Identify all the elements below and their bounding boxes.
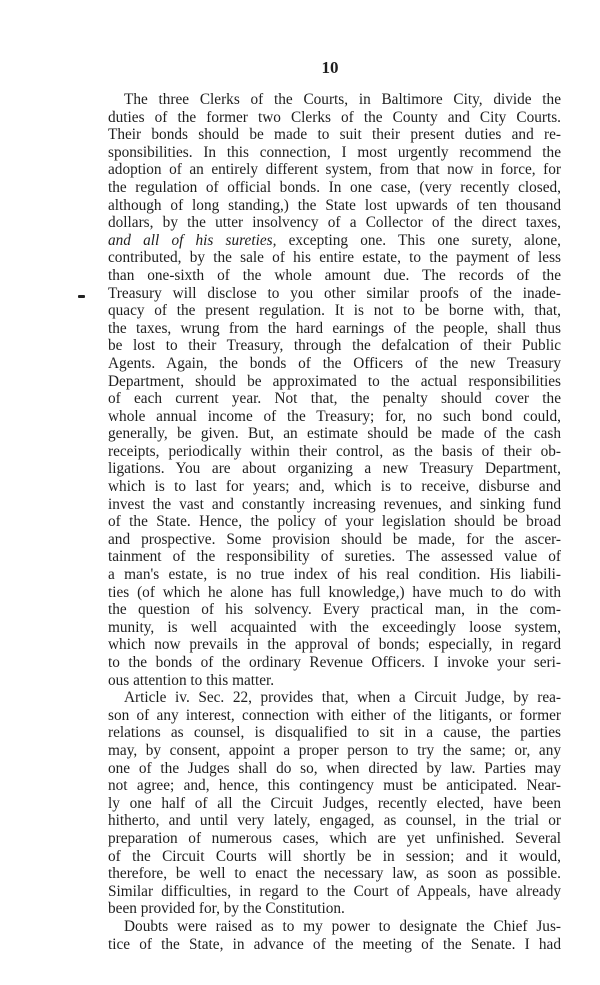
text-line: not agree; and, hence, this contingency must be anticipated. Near-: [108, 777, 561, 795]
paragraph: [108, 689, 561, 918]
text-line: tice of the State, in advance of the meeting of the Senate. I had: [108, 935, 561, 953]
text-line: whole annual income of the Treasury; for, no such bond could,: [108, 407, 561, 425]
text-line: of each current year. Not that, the penalty should cover the: [108, 390, 561, 408]
text-line: Article iv. Sec. 22, provides that, when a Circuit Judge, by rea-: [124, 689, 561, 707]
italic-text: and all of his sureties,: [108, 231, 277, 249]
text-line: quacy of the present regulation. It is not to be borne with, that,: [108, 302, 561, 320]
text-line: munity, is well acquainted with the exceedingly loose system,: [108, 618, 561, 636]
text-line: the taxes, wrung from the hard earnings of the people, shall thus: [108, 319, 561, 337]
text-line: of the Circuit Courts will shortly be in session; and it would,: [108, 847, 561, 865]
text-line: The three Clerks of the Courts, in Baltimore City, divide the: [124, 91, 561, 108]
text-line: therefore, be well to enact the necessary law, as soon as possible.: [108, 865, 561, 883]
text-line: of the State. Hence, the policy of your legislation should be broad: [108, 513, 561, 531]
text-line: which now prevails in the approval of bonds; especially, in regard: [108, 636, 561, 654]
text-line: dollars, by the utter insolvency of a Collector of the direct taxes,: [108, 214, 561, 232]
text-line: relations as counsel, is disqualified to sit in a cause, the parties: [108, 724, 561, 742]
text-line: invest the vast and constantly increasing revenues, and sinking fund: [108, 495, 561, 513]
text-line: Agents. Again, the bonds of the Officers of the new Treasury: [108, 354, 561, 372]
text-line: ly one half of all the Circuit Judges, recently elected, have been: [108, 794, 561, 812]
text-line: although of long standing,) the State lost upwards of ten thousand: [108, 196, 561, 214]
text-line: which is to last for years; and, which is to receive, disburse and: [108, 478, 561, 496]
text-line: duties of the former two Clerks of the County and City Courts.: [108, 108, 561, 126]
text-line: and prospective. Some provision should be made, for the ascer-: [108, 530, 561, 548]
text-line: son of any interest, connection with either of the litigants, or former: [108, 706, 561, 724]
text-line: adoption of an entirely different system, from that now in force, for: [108, 161, 561, 179]
paragraph: [108, 918, 561, 953]
text-line: receipts, periodically within their control, as the basis of their ob-: [108, 442, 561, 460]
margin-mark: [78, 295, 85, 298]
text-span: excepting one. This one surety, alone,: [276, 231, 561, 249]
text-line: ous attention to this matter.: [108, 671, 275, 689]
text-line: preparation of numerous cases, which are yet unfinished. Several: [108, 829, 561, 847]
text-line: ligations. You are about organizing a new Treasury Department,: [108, 460, 561, 478]
text-line: tainment of the responsibility of sureties. The assessed value of: [108, 548, 561, 566]
text-line: sponsibilities. In this connection, I most urgently recommend the: [108, 143, 561, 161]
text-line: hitherto, and until very lately, engaged, as counsel, in the trial or: [108, 812, 561, 830]
text-line: Treasury will disclose to you other similar proofs of the inade-: [108, 284, 561, 302]
text-line: ties (of which he alone has full knowledge,) have much to do with: [108, 583, 561, 601]
text-line: Their bonds should be made to suit their present duties and re-: [108, 126, 561, 144]
text-line: [108, 232, 561, 250]
text-line: may, by consent, appoint a proper person to try the same; or, any: [108, 741, 561, 759]
page-number: 10: [321, 58, 339, 77]
text-line: contributed, by the sale of his entire estate, to the payment of less: [108, 249, 561, 267]
text-line: been provided for, by the Constitution.: [108, 900, 345, 918]
text-line: the regulation of official bonds. In one case, (very recently closed,: [108, 178, 561, 196]
text-line: generally, be given. But, an estimate should be made of the cash: [108, 425, 561, 443]
text-line: Department, should be approximated to the actual responsibilities: [108, 372, 561, 390]
text-line: Doubts were raised as to my power to designate the Chief Jus-: [124, 917, 561, 935]
text-line: Similar difficulties, in regard to the Court of Appeals, have already: [108, 882, 561, 900]
text-line: than one-sixth of the whole amount due. The records of the: [108, 266, 561, 284]
text-line: to the bonds of the ordinary Revenue Officers. I invoke your seri-: [108, 654, 561, 671]
text-line: the question of his solvency. Every practical man, in the com-: [108, 601, 561, 619]
text-line: a man's estate, is no true index of his real condition. His liabili-: [108, 566, 561, 584]
text-line: one of the Judges shall do so, when directed by law. Parties may: [108, 759, 561, 777]
paragraph: [108, 91, 561, 689]
body-text: [108, 91, 561, 953]
text-line: be lost to their Treasury, through the defalcation of their Public: [108, 337, 561, 355]
